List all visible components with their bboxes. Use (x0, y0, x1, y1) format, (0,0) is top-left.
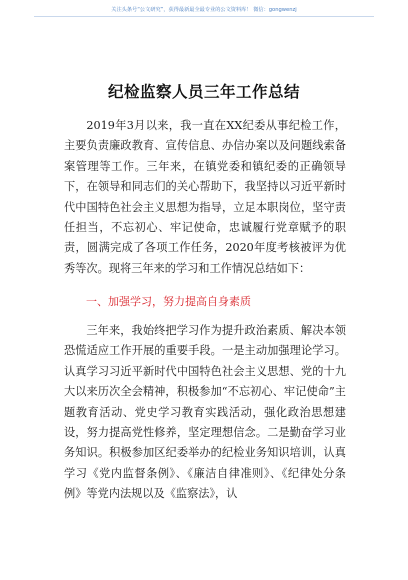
document-title: 纪检监察人员三年工作总结 (107, 82, 300, 101)
header-divider (34, 16, 374, 17)
body-paragraph: 三年来，我始终把学习作为提升政治素质、解决本领恐慌适应工作开展的重要手段。一是主动加强理论学习。认真学习习近平新时代中国特色社会主义思想、党的十九大以来历次全会精神，积极参加“不忘初心、牢记使命”主题教育活动、党史学习教育实践活动，强化政治思想建设，努力提高党性修养，坚定理想信念。二是勤奋学习业务知识。积极参加区纪委举办的纪检业务知识培训，认真学习《党内监督条例》、《廉洁自律准则》、《纪律处分条例》等党内法规以及《监察法》，认 (64, 324, 346, 501)
header-banner: 关注头条号“公文研究”，获得最新最全最专业的公文资料库！ 微信：gongwenzj (111, 7, 297, 13)
section-heading: 一、加强学习，努力提高自身素质 (86, 295, 251, 308)
intro-paragraph: 2019年3月以来，我一直在XX纪委从事纪检工作，主要负责廉政教育、宣传信息、办信办案以及问题线索备案管理等工作。三年来，在镇党委和镇纪委的正确领导下，在领导和同志们的关心帮助下，我坚持以习近平新时代中国特色社会主义思想为指导，立足本职岗位，坚守责任担当，不忘初心、牢记使命，忠诚履行党章赋予的职责，圆满完成了各项工作任务，2020年度考核被评为优秀等次。现将三年来的学习和工作情况总结如下： (64, 119, 346, 275)
